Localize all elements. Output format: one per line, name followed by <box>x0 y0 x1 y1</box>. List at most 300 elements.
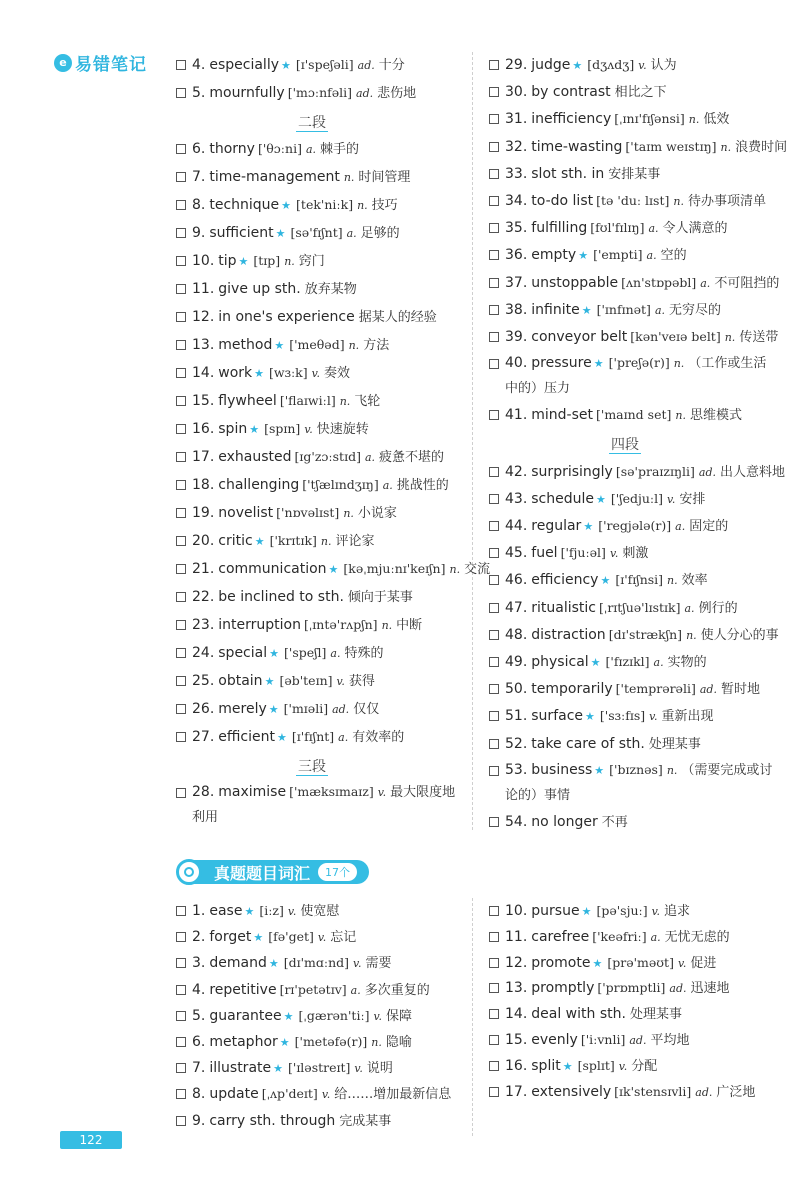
phonetic: ['mɪəli] <box>283 701 329 716</box>
part-of-speech: v. <box>651 905 660 918</box>
item-number: 42. <box>505 463 528 480</box>
star-icon: ★ <box>593 357 604 371</box>
vocab-word: exhausted <box>218 449 292 465</box>
chinese-meaning: 不可阻挡的 <box>714 275 780 291</box>
checkbox-icon[interactable] <box>176 60 186 70</box>
phonetic: ['mɔːnfəli] <box>287 85 353 100</box>
vocab-word: extensively <box>531 1083 612 1100</box>
part-of-speech: v. <box>304 423 313 436</box>
vocab-word: metaphor <box>209 1034 278 1050</box>
item-number: 45. <box>505 545 528 562</box>
vocab-word: temporarily <box>531 681 613 698</box>
item-number: 1. <box>192 903 206 919</box>
vocab-text <box>505 950 716 977</box>
vocab-word: especially <box>209 57 279 73</box>
vocab-text <box>505 703 714 730</box>
checkbox-icon[interactable] <box>176 312 186 322</box>
part-of-speech: a. <box>654 303 665 317</box>
checkbox-icon[interactable] <box>176 256 186 266</box>
checkbox-icon[interactable] <box>489 657 499 667</box>
checkbox-icon[interactable] <box>489 958 499 968</box>
part-of-speech: v. <box>618 1059 628 1073</box>
checkbox-icon[interactable] <box>489 60 499 70</box>
vocab-item <box>489 758 779 808</box>
magnifier-icon <box>176 859 202 885</box>
phonetic: ['maɪnd set] <box>596 407 672 423</box>
checkbox-icon[interactable] <box>176 368 186 378</box>
star-icon: ★ <box>279 1036 290 1049</box>
chinese-meaning: 无穷尽的 <box>669 302 722 318</box>
item-number: 47. <box>505 599 528 616</box>
chinese-meaning: 忘记 <box>330 930 357 946</box>
part-of-speech: v. <box>638 59 647 72</box>
vocab-item <box>176 1003 412 1030</box>
vocab-word: work <box>218 365 253 381</box>
vocab-word: repetitive <box>209 981 277 998</box>
vocab-item <box>489 1001 682 1028</box>
chinese-meaning: 挑战性的 <box>396 478 449 493</box>
part-of-speech: v. <box>377 786 387 799</box>
vocab-word: give up sth. <box>218 281 301 297</box>
vocab-text <box>192 248 325 275</box>
phonetic: ['fɪzɪkl] <box>605 654 650 669</box>
phonetic: [iːz] <box>259 903 284 918</box>
checkbox-icon[interactable] <box>489 196 499 206</box>
vocab-word: to-do list <box>531 193 594 209</box>
part-of-speech: n. <box>339 395 351 408</box>
part-of-speech: n. <box>720 140 732 154</box>
vocab-text <box>192 898 339 925</box>
checkbox-icon[interactable] <box>489 223 499 233</box>
item-number: 34. <box>505 193 528 209</box>
checkbox-icon[interactable] <box>176 592 186 602</box>
checkbox-icon[interactable] <box>489 87 499 97</box>
checkbox-icon[interactable] <box>489 1061 499 1071</box>
checkbox-icon[interactable] <box>176 1089 186 1099</box>
checkbox-icon[interactable] <box>176 144 186 154</box>
vocab-word: in one's experience <box>218 309 355 325</box>
chinese-meaning: 棘手的 <box>320 142 360 157</box>
item-number: 32. <box>505 138 528 155</box>
vocab-text <box>505 975 730 1002</box>
vocab-text <box>505 106 729 133</box>
item-number: 2. <box>192 929 206 946</box>
checkbox-icon[interactable] <box>489 250 499 260</box>
item-number: 16. <box>505 1057 528 1074</box>
vocab-word: empty <box>531 247 577 264</box>
star-icon: ★ <box>264 675 275 688</box>
item-number: 36. <box>505 247 528 264</box>
vocab-word: novelist <box>218 505 274 521</box>
logo-icon: e <box>54 54 72 72</box>
chinese-meaning: 暂时地 <box>720 682 760 698</box>
vocab-word: business <box>531 761 593 778</box>
chinese-meaning: 给……增加最新信息 <box>334 1087 452 1103</box>
vocab-text <box>505 297 721 324</box>
phonetic: ['ʃedjuːl] <box>610 490 664 506</box>
vocab-word: surface <box>531 708 584 725</box>
checkbox-icon[interactable] <box>489 359 499 369</box>
vocab-word: take care of sth. <box>531 735 645 752</box>
item-number: 33. <box>505 165 528 182</box>
vocab-word: be inclined to sth. <box>218 589 344 605</box>
item-number: 13. <box>505 980 528 997</box>
item-number: 37. <box>505 274 528 291</box>
section-label-text: 三段 <box>298 759 326 775</box>
phonetic: [ɪ'fɪʃnt] <box>291 729 335 744</box>
chinese-meaning: 分配 <box>631 1058 658 1074</box>
part-of-speech: a. <box>653 656 664 669</box>
part-of-speech: a. <box>346 227 357 240</box>
part-of-speech: v. <box>373 1009 382 1023</box>
vocab-item <box>489 1027 689 1054</box>
vocab-text <box>505 52 677 79</box>
phonetic: ['prɒmptli] <box>597 980 666 996</box>
checkbox-icon[interactable] <box>176 340 186 350</box>
checkbox-icon[interactable] <box>489 548 499 558</box>
item-number: 24. <box>192 645 215 661</box>
star-icon: ★ <box>244 905 255 918</box>
vocab-item <box>176 52 405 79</box>
vocab-word: merely <box>218 701 267 717</box>
checkbox-icon[interactable] <box>176 1011 186 1021</box>
vocab-text <box>505 270 779 297</box>
part-of-speech: v. <box>609 547 619 561</box>
vocab-item <box>176 192 398 219</box>
vocab-text <box>192 192 398 219</box>
chinese-meaning: 十分 <box>378 58 405 73</box>
vocab-item <box>489 486 705 513</box>
vocab-word: promptly <box>531 980 595 997</box>
item-number: 27. <box>192 729 215 745</box>
vocab-text <box>505 134 787 161</box>
part-of-speech: n. <box>284 255 295 268</box>
checkbox-icon[interactable] <box>176 788 186 798</box>
checkbox-icon[interactable] <box>489 817 499 827</box>
part-of-speech: n. <box>724 331 736 344</box>
phonetic: ['krɪtɪk] <box>269 533 317 548</box>
vocab-item <box>489 52 677 79</box>
chinese-meaning: 保障 <box>385 1008 412 1024</box>
checkbox-icon[interactable] <box>176 424 186 434</box>
star-icon: ★ <box>572 59 583 72</box>
vocab-item <box>489 622 779 649</box>
chinese-meaning: 实物的 <box>667 655 707 670</box>
vocab-word: physical <box>531 654 589 670</box>
part-of-speech: a. <box>364 451 376 464</box>
vocab-word: thorny <box>209 141 255 157</box>
chinese-meaning: 低效 <box>703 112 730 128</box>
chinese-meaning: 使宽慰 <box>300 904 340 919</box>
vocab-text <box>505 1027 689 1054</box>
chinese-meaning: 浪费时间 <box>735 139 788 155</box>
item-number: 16. <box>192 421 215 437</box>
star-icon: ★ <box>585 710 595 724</box>
checkbox-icon[interactable] <box>176 1116 186 1126</box>
vocab-text <box>192 1029 412 1056</box>
checkbox-icon[interactable] <box>176 536 186 546</box>
star-icon: ★ <box>238 255 249 268</box>
part-of-speech: a. <box>650 930 661 944</box>
vocab-item <box>176 1108 391 1135</box>
chinese-meaning: 追求 <box>664 904 691 919</box>
vocab-text <box>505 513 728 540</box>
star-icon: ★ <box>328 563 339 576</box>
vocab-item <box>489 324 778 351</box>
chinese-meaning: 最大限度地利用 <box>192 785 456 825</box>
chinese-meaning: 思维模式 <box>689 408 742 424</box>
vocab-word: conveyor belt <box>531 329 628 345</box>
checkbox-icon[interactable] <box>489 305 499 315</box>
vocab-text <box>505 898 690 925</box>
checkbox-icon[interactable] <box>176 508 186 518</box>
chinese-meaning: 时间管理 <box>358 170 411 185</box>
phonetic: [ˌrɪtʃuə'lɪstɪk] <box>599 599 681 615</box>
checkbox-icon[interactable] <box>489 521 499 531</box>
vocab-item <box>176 1029 412 1056</box>
vocab-item <box>489 540 648 567</box>
checkbox-icon[interactable] <box>489 739 499 749</box>
checkbox-icon[interactable] <box>176 676 186 686</box>
checkbox-icon[interactable] <box>176 480 186 490</box>
checkbox-icon[interactable] <box>489 494 499 504</box>
part-of-speech: n. <box>673 195 684 208</box>
phonetic: [ɪ'speʃəli] <box>295 57 354 72</box>
vocab-item <box>489 79 667 106</box>
item-number: 4. <box>192 57 206 73</box>
vocab-text <box>505 215 728 242</box>
checkbox-icon[interactable] <box>489 410 499 420</box>
checkbox-icon[interactable] <box>489 278 499 288</box>
checkbox-icon[interactable] <box>176 906 186 916</box>
part-of-speech: ad. <box>332 703 350 716</box>
checkbox-icon[interactable] <box>489 906 499 916</box>
vocab-text <box>505 676 760 703</box>
chinese-meaning: 促进 <box>690 955 717 971</box>
vocab-text <box>505 622 779 649</box>
vocab-word: promote <box>531 954 591 971</box>
vocab-item <box>176 360 350 387</box>
vocab-word: flywheel <box>218 393 277 409</box>
part-of-speech: a. <box>305 143 317 156</box>
checkbox-icon[interactable] <box>176 228 186 238</box>
chinese-meaning: 完成某事 <box>339 1113 392 1129</box>
checkbox-icon[interactable] <box>176 564 186 574</box>
part-of-speech: a. <box>350 983 361 997</box>
checkbox-icon[interactable] <box>489 630 499 640</box>
checkbox-icon[interactable] <box>176 985 186 995</box>
checkbox-icon[interactable] <box>176 1063 186 1073</box>
checkbox-icon[interactable] <box>489 114 499 124</box>
chinese-meaning: 倾向于某事 <box>347 590 413 605</box>
phonetic: [pə'sjuː] <box>596 903 648 918</box>
item-number: 29. <box>505 57 528 73</box>
item-number: 14. <box>505 1006 528 1023</box>
vocab-word: schedule <box>531 490 595 507</box>
checkbox-icon[interactable] <box>176 932 186 942</box>
phonetic: [ʌn'stɒpəbl] <box>621 274 697 290</box>
item-number: 3. <box>192 955 206 972</box>
chinese-meaning: 奏效 <box>324 366 351 381</box>
item-number: 9. <box>192 1112 206 1129</box>
part-of-speech: n. <box>381 619 393 632</box>
checkbox-icon[interactable] <box>489 684 499 694</box>
chinese-meaning: （工作或生活中的）压力 <box>505 356 767 397</box>
checkbox-icon[interactable] <box>489 1009 499 1019</box>
item-number: 15. <box>192 393 215 409</box>
star-icon: ★ <box>596 492 606 506</box>
star-icon: ★ <box>583 520 594 533</box>
phonetic: ['temprərəli] <box>615 681 696 697</box>
part-of-speech: n. <box>343 507 354 520</box>
part-of-speech: a. <box>646 249 657 263</box>
checkbox-icon[interactable] <box>489 1087 499 1097</box>
part-of-speech: a. <box>700 276 711 290</box>
chinese-meaning: 获得 <box>348 674 375 689</box>
star-icon: ★ <box>275 227 286 240</box>
part-of-speech: a. <box>675 520 686 533</box>
star-icon: ★ <box>268 703 279 716</box>
checkbox-icon[interactable] <box>176 452 186 462</box>
vocab-item <box>176 950 391 977</box>
checkbox-icon[interactable] <box>176 732 186 742</box>
vocab-item <box>176 780 461 830</box>
vocab-item <box>489 351 779 401</box>
vocab-text <box>192 500 397 527</box>
part-of-speech: a. <box>330 647 341 660</box>
star-icon: ★ <box>581 905 592 918</box>
vocab-item <box>489 106 729 133</box>
star-icon: ★ <box>578 249 589 263</box>
phonetic: ['empti] <box>593 247 643 263</box>
vocab-word: carefree <box>531 928 590 945</box>
item-number: 30. <box>505 84 528 101</box>
checkbox-icon[interactable] <box>176 88 186 98</box>
part-of-speech: ad. <box>629 1034 647 1047</box>
vocab-item <box>176 898 339 925</box>
part-of-speech: n. <box>357 199 368 212</box>
chinese-meaning: 仅仅 <box>353 702 380 717</box>
part-of-speech: ad. <box>669 982 687 996</box>
vocab-word: inefficiency <box>531 111 612 128</box>
star-icon: ★ <box>594 763 605 777</box>
vocab-item <box>176 304 437 331</box>
checkbox-icon[interactable] <box>489 142 499 152</box>
chinese-meaning: 中断 <box>396 618 423 633</box>
part-of-speech: n. <box>675 409 686 423</box>
phonetic: [əb'teɪn] <box>279 673 333 688</box>
star-icon: ★ <box>283 1009 294 1023</box>
phonetic: ['nɒvəlɪst] <box>276 505 340 520</box>
vocab-item <box>176 556 490 583</box>
item-number: 5. <box>192 85 206 101</box>
star-icon: ★ <box>281 59 291 72</box>
chinese-meaning: 足够的 <box>360 226 400 241</box>
vocab-text <box>192 780 461 830</box>
chinese-meaning: 隐喻 <box>385 1035 412 1050</box>
vocab-word: surprisingly <box>531 463 613 480</box>
chinese-meaning: 交流 <box>464 562 491 577</box>
vocab-word: unstoppable <box>531 274 619 291</box>
part-of-speech: v. <box>321 1088 331 1102</box>
item-number: 23. <box>192 617 215 633</box>
item-number: 46. <box>505 572 528 589</box>
item-number: 4. <box>192 981 206 998</box>
vocab-word: mind-set <box>531 407 594 424</box>
checkbox-icon[interactable] <box>489 332 499 342</box>
checkbox-icon[interactable] <box>489 932 499 942</box>
chinese-meaning: 安排 <box>679 491 706 507</box>
item-number: 14. <box>192 365 215 381</box>
item-number: 38. <box>505 301 528 318</box>
phonetic: [ˌɪnɪ'fɪʃənsi] <box>614 111 685 127</box>
checkbox-icon[interactable] <box>176 1037 186 1047</box>
vocab-word: pursue <box>531 903 580 919</box>
vocab-word: method <box>218 337 273 353</box>
chinese-meaning: 特殊的 <box>344 646 384 661</box>
section-label <box>609 434 641 454</box>
checkbox-icon[interactable] <box>489 983 499 993</box>
checkbox-icon[interactable] <box>176 648 186 658</box>
checkbox-icon[interactable] <box>176 396 186 406</box>
checkbox-icon[interactable] <box>489 711 499 721</box>
part-of-speech: v. <box>649 710 658 724</box>
item-number: 6. <box>192 1034 206 1050</box>
checkbox-icon[interactable] <box>489 766 499 776</box>
vocab-item <box>176 444 444 471</box>
item-number: 31. <box>505 111 528 128</box>
checkbox-icon[interactable] <box>489 169 499 179</box>
checkbox-icon[interactable] <box>176 704 186 714</box>
chinese-meaning: 不再 <box>601 815 628 830</box>
book-logo <box>54 50 147 75</box>
vocab-word: sufficient <box>209 225 274 241</box>
phonetic: [ˌʌp'deɪt] <box>261 1086 318 1102</box>
chinese-meaning: 小说家 <box>357 506 397 521</box>
item-number: 54. <box>505 814 528 830</box>
checkbox-icon[interactable] <box>489 1035 499 1045</box>
chinese-meaning: 例行的 <box>698 600 738 616</box>
vocab-item <box>489 898 690 925</box>
star-icon: ★ <box>249 423 260 436</box>
star-icon: ★ <box>590 656 601 669</box>
chinese-meaning: 使人分心的事 <box>700 627 779 643</box>
chinese-meaning: 安排某事 <box>608 166 661 182</box>
phonetic: ['flaɪwiːl] <box>279 393 336 408</box>
checkbox-icon[interactable] <box>489 467 499 477</box>
checkbox-icon[interactable] <box>489 575 499 585</box>
vocab-word: technique <box>209 197 280 213</box>
part-of-speech: a. <box>648 222 659 236</box>
vocab-text <box>505 1079 755 1106</box>
item-number: 44. <box>505 518 528 534</box>
checkbox-icon[interactable] <box>489 603 499 613</box>
checkbox-icon[interactable] <box>176 284 186 294</box>
checkbox-icon[interactable] <box>176 200 186 210</box>
chinese-meaning: 出人意料地 <box>720 464 786 480</box>
checkbox-icon[interactable] <box>176 172 186 182</box>
checkbox-icon[interactable] <box>176 620 186 630</box>
item-number: 21. <box>192 561 215 577</box>
checkbox-icon[interactable] <box>176 958 186 968</box>
vocab-word: by contrast <box>531 84 611 101</box>
vocab-item <box>176 332 389 359</box>
item-number: 40. <box>505 355 528 372</box>
vocab-item <box>489 297 721 324</box>
vocab-text <box>505 809 628 836</box>
section-label <box>296 112 328 132</box>
count-badge: 17个 <box>318 863 357 881</box>
